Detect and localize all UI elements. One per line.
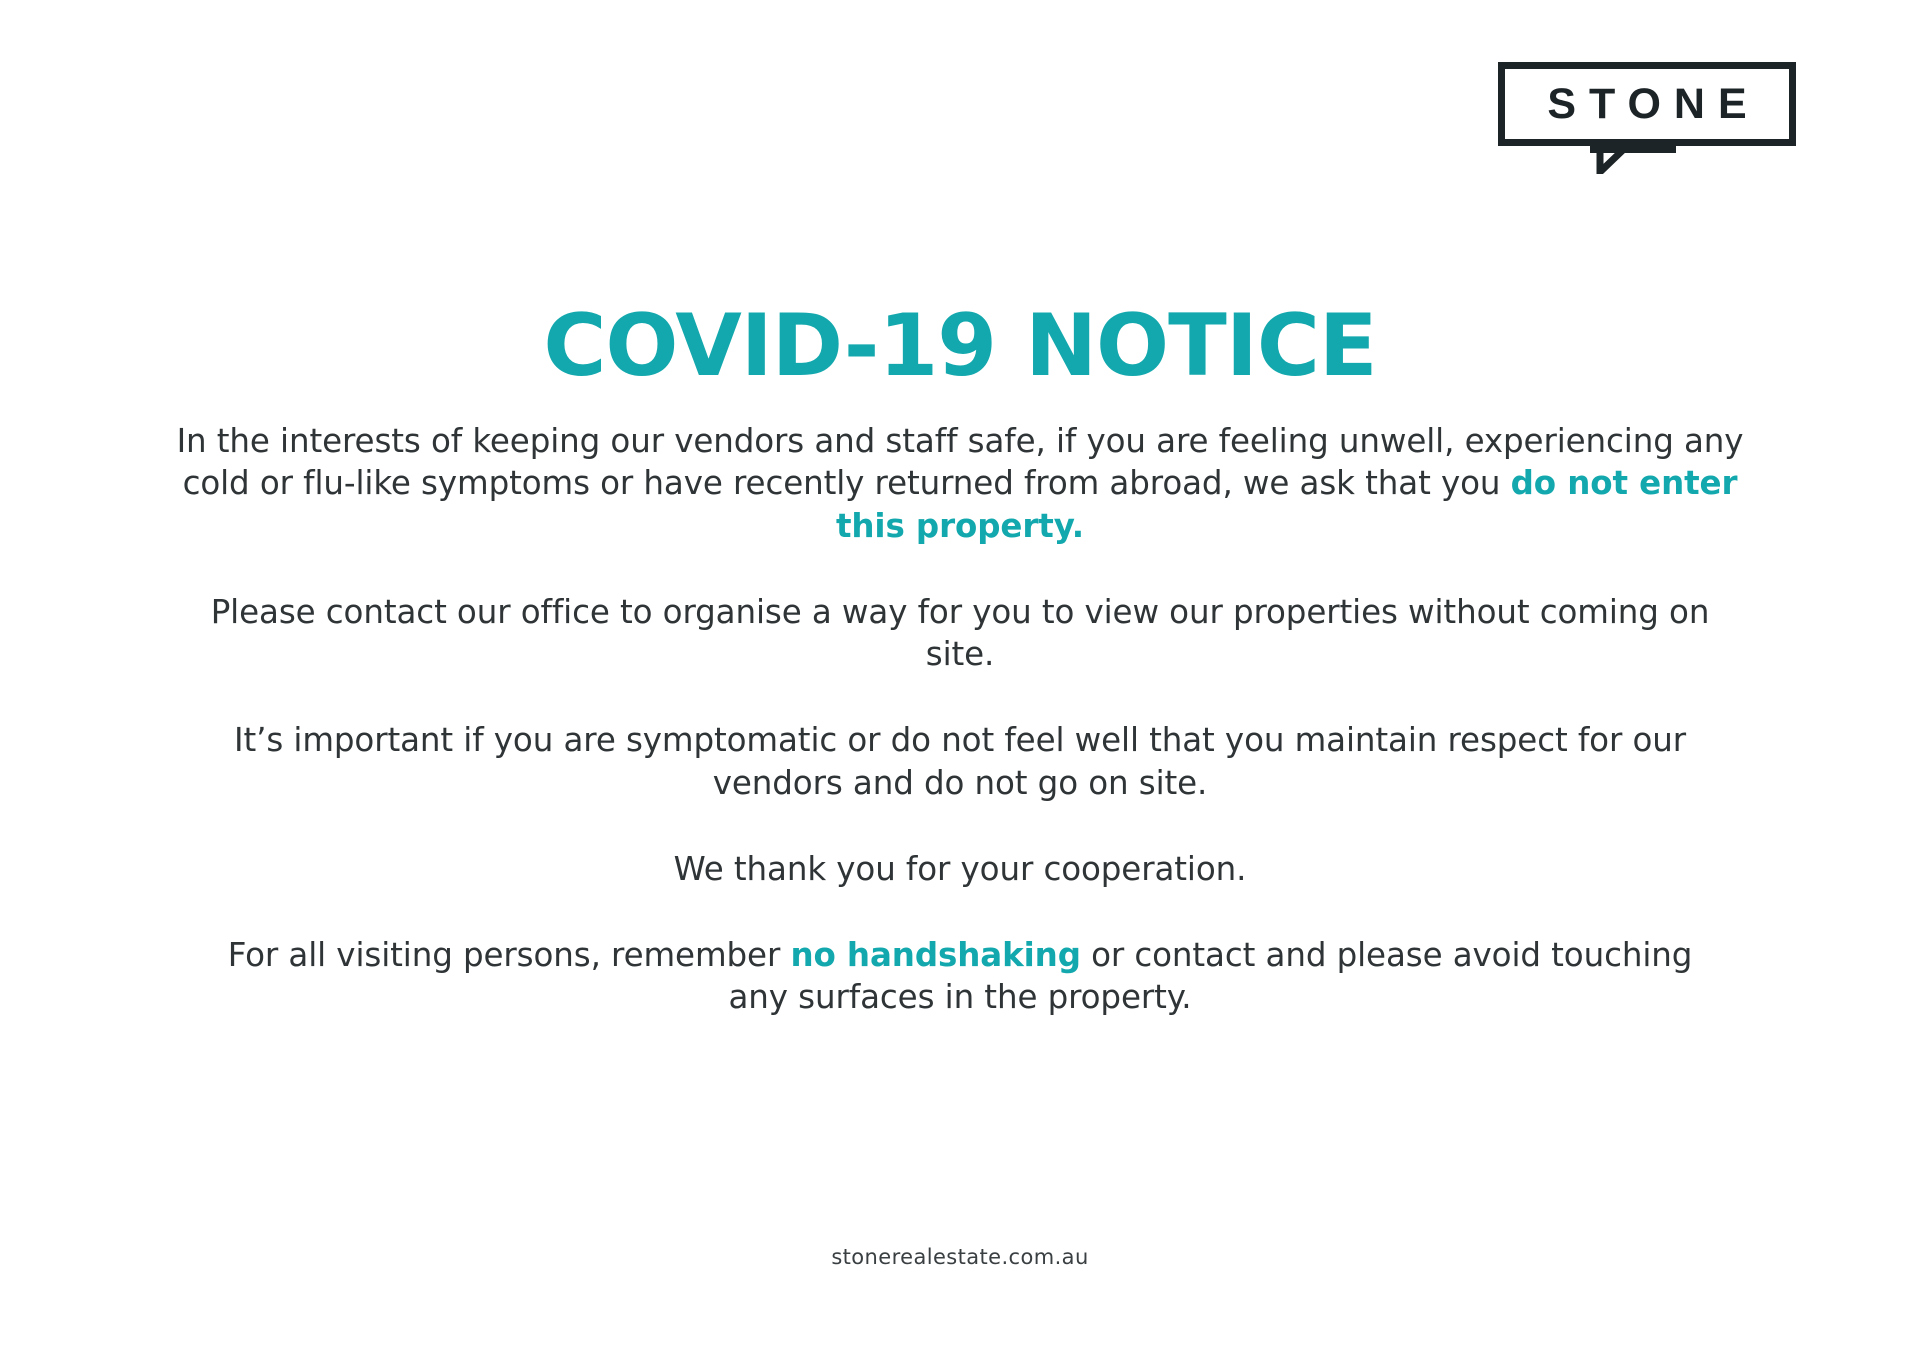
paragraph-4: We thank you for your cooperation. bbox=[673, 849, 1247, 888]
footer-website: stonerealestate.com.au bbox=[831, 1245, 1089, 1269]
paragraph-2: Please contact our office to organise a way for you to view our properties without coming on site. bbox=[210, 592, 1710, 673]
paragraph-1-highlight: do not enter this property. bbox=[835, 464, 1738, 545]
logo-frame bbox=[1498, 62, 1796, 146]
notice-body bbox=[150, 420, 1770, 1019]
paragraph-5-text-start: For all visiting persons, remember bbox=[227, 936, 791, 974]
page-title: COVID-19 NOTICE bbox=[543, 295, 1377, 396]
speech-bubble-tail-icon bbox=[1590, 146, 1676, 174]
paragraph-5-text-end: or contact and please avoid touching any surfaces in the property. bbox=[728, 936, 1693, 1017]
paragraph-3: It’s important if you are symptomatic or do not feel well that you maintain respect for our vendors and do not go on site. bbox=[233, 721, 1687, 802]
paragraph-5 bbox=[220, 934, 1700, 1019]
paragraph-5-highlight: no handshaking bbox=[790, 936, 1081, 974]
logo-wordmark: STONE bbox=[1547, 79, 1760, 128]
paragraph-1-text: In the interests of keeping our vendors and staff safe, if you are feeling unwell, experiencing any cold or flu-like symptoms or have recently returned from abroad, we ask that you bbox=[176, 422, 1744, 503]
brand-logo bbox=[1498, 62, 1798, 192]
paragraph-1 bbox=[160, 420, 1760, 547]
